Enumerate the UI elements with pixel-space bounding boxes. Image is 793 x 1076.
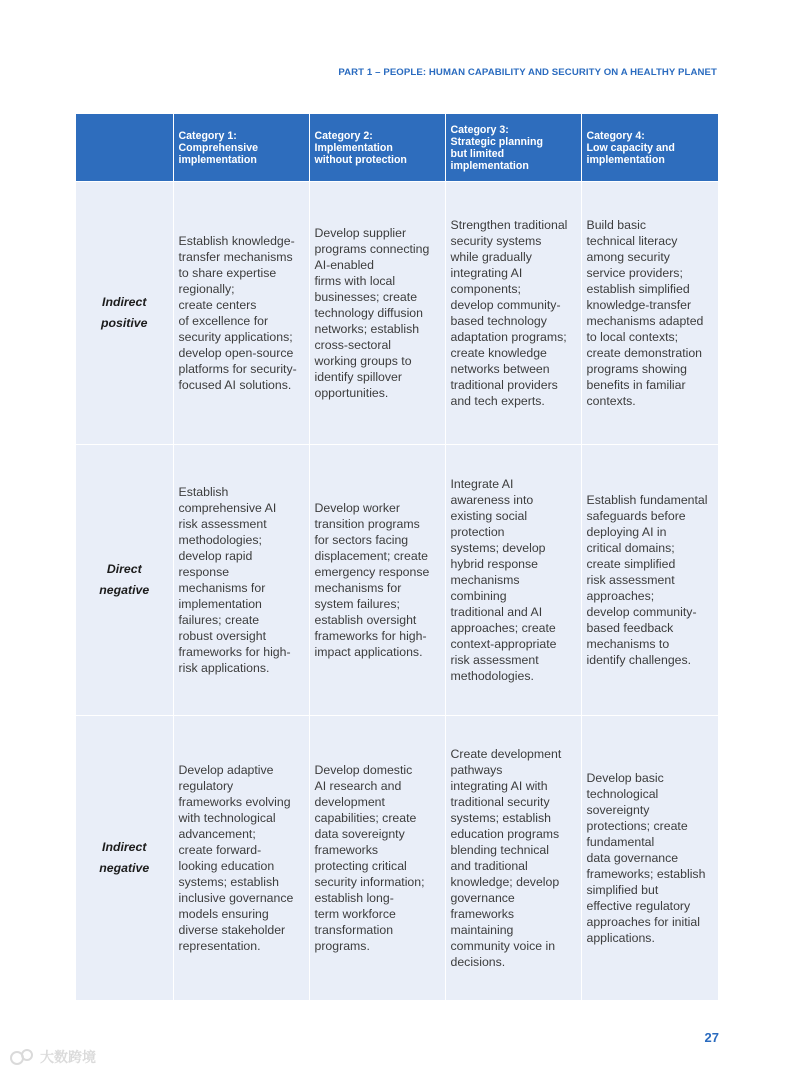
table-cell: Build basic technical literacy among security service providers; establish simplified knowledge-transfer mechanisms adapted to local contexts; create demonstration programs showing benefits in familiar contexts. <box>581 182 718 445</box>
watermark-logo-icon <box>9 1047 37 1067</box>
table-cell: Establish knowledge- transfer mechanisms to share expertise regionally; create centers of excellence for security applications; develop open-source platforms for security- focused AI solutions. <box>173 182 309 445</box>
table-cell: Develop basic technological sovereignty protections; create fundamental data governance frameworks; establish simplified but effective regulatory approaches for initial applications. <box>581 716 718 1001</box>
table-cell: Create development pathways integrating AI with traditional security systems; establish education programs blending technical and traditional knowledge; develop governance frameworks maintaining community voice in decisions. <box>445 716 581 1001</box>
table-cell: Integrate AI awareness into existing social protection systems; develop hybrid response mechanisms combining traditional and AI approaches; create context-appropriate risk assessment methodologies. <box>445 445 581 716</box>
table-row <box>76 716 718 1001</box>
watermark <box>9 1047 96 1067</box>
table-cell: Develop adaptive regulatory frameworks evolving with technological advancement; create forward- looking education systems; establish inclusive governance models ensuring diverse stakeholder representation. <box>173 716 309 1001</box>
row-header-indirect-negative: Indirect negative <box>76 716 173 1001</box>
watermark-text: 大数跨境 <box>40 1049 96 1065</box>
corner-header-cell <box>76 114 173 182</box>
column-header-category-2: Category 2: Implementation without protection <box>309 114 445 182</box>
table-cell: Establish comprehensive AI risk assessment methodologies; develop rapid response mechanisms for implementation failures; create robust oversight frameworks for high- risk applications. <box>173 445 309 716</box>
page-number: 27 <box>704 1030 719 1045</box>
running-header: PART 1 – PEOPLE: HUMAN CAPABILITY AND SECURITY ON A HEALTHY PLANET <box>338 67 717 78</box>
row-header-direct-negative: Direct negative <box>76 445 173 716</box>
strategy-matrix-table <box>76 114 718 1000</box>
table-row <box>76 445 718 716</box>
column-header-category-1: Category 1: Comprehensive implementation <box>173 114 309 182</box>
table-cell: Develop supplier programs connecting AI-enabled firms with local businesses; create technology diffusion networks; establish cross-sectoral working groups to identify spillover opportunities. <box>309 182 445 445</box>
table-header-row <box>76 114 718 182</box>
table-cell: Strengthen traditional security systems while gradually integrating AI components; develop community- based technology adaptation programs; create knowledge networks between traditional providers and tech experts. <box>445 182 581 445</box>
table-cell: Develop worker transition programs for sectors facing displacement; create emergency response mechanisms for system failures; establish oversight frameworks for high- impact applications. <box>309 445 445 716</box>
table-row <box>76 182 718 445</box>
table-cell: Develop domestic AI research and development capabilities; create data sovereignty frameworks protecting critical security information; establish long- term workforce transformation programs. <box>309 716 445 1001</box>
column-header-category-3: Category 3: Strategic planning but limited implementation <box>445 114 581 182</box>
column-header-category-4: Category 4: Low capacity and implementation <box>581 114 718 182</box>
table-cell: Establish fundamental safeguards before deploying AI in critical domains; create simplified risk assessment approaches; develop community- based feedback mechanisms to identify challenges. <box>581 445 718 716</box>
row-header-indirect-positive: Indirect positive <box>76 182 173 445</box>
